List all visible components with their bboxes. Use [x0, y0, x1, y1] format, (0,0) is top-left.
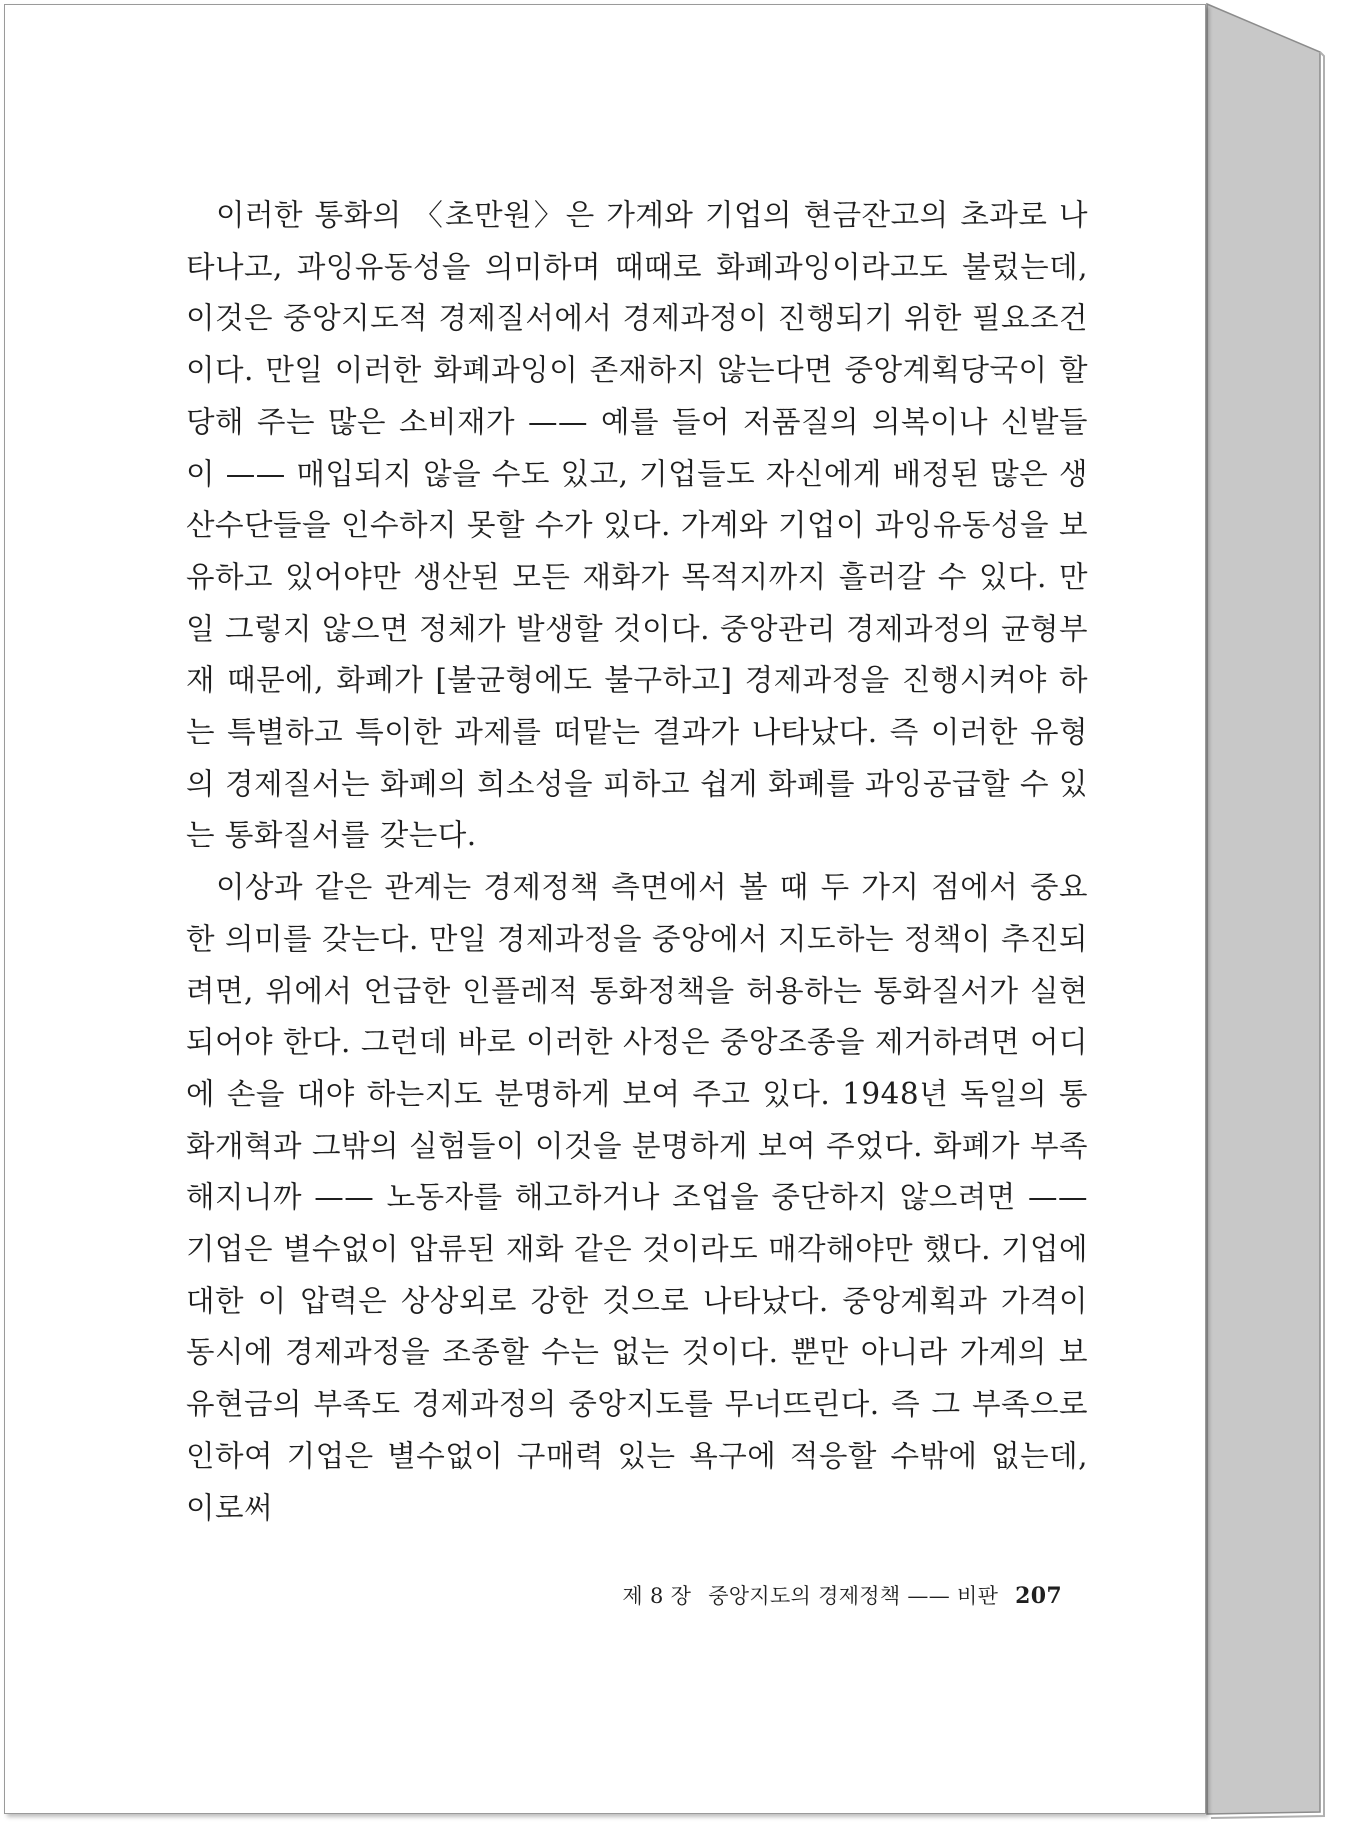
footer-chapter: 제 8 장	[622, 1584, 692, 1608]
paragraph-1: 이러한 통화의 〈초만원〉은 가계와 기업의 현금잔고의 초과로 나타나고, 과잉유동성을 의미하며 때때로 화폐과잉이라고도 불렀는데, 이것은 중앙지도적 경제질서에서 경제과정이 진행되기 위한 필요조건이다. 만일 이러한 화폐과잉이 존재하지 않는다면 중앙계획당국이 할당해 주는 많은 소비재가 —— 예를 들어 저품질의 의복이나 신발들이 —— 매입되지 않을 수도 있고, 기업들도 자신에게 배정된 많은 생산수단들을 인수하지 못할 수가 있다. 가계와 기업이 과잉유동성을 보유하고 있어야만 생산된 모든 재화가 목적지까지 흘러갈 수 있다. 만일 그렇지 않으면 정체가 발생할 것이다. 중앙관리 경제과정의 균형부재 때문에, 화폐가 [불균형에도 불구하고] 경제과정을 진행시켜야 하는 특별하고 특이한 과제를 떠맡는 결과가 나타났다. 즉 이러한 유형의 경제질서는 화폐의 희소성을 피하고 쉽게 화폐를 과잉공급할 수 있는 통화질서를 갖는다.	[186, 198, 1088, 853]
page-number: 207	[1015, 1583, 1062, 1609]
footer-title: 중앙지도의 경제정책 —— 비판	[708, 1584, 999, 1608]
running-footer	[622, 1580, 1062, 1610]
paragraph-2: 이상과 같은 관계는 경제정책 측면에서 볼 때 두 가지 점에서 중요한 의미를 갖는다. 만일 경제과정을 중앙에서 지도하는 정책이 추진되려면, 위에서 언급한 인플레적 통화정책을 허용하는 통화질서가 실현되어야 한다. 그런데 바로 이러한 사정은 중앙조종을 제거하려면 어디에 손을 대야 하는지도 분명하게 보여 주고 있다. 1948년 독일의 통화개혁과 그밖의 실험들이 이것을 분명하게 보여 주었다. 화폐가 부족해지니까 —— 노동자를 해고하거나 조업을 중단하지 않으려면 —— 기업은 별수없이 압류된 재화 같은 것이라도 매각해야만 했다. 기업에 대한 이 압력은 상상외로 강한 것으로 나타났다. 중앙계획과 가격이 동시에 경제과정을 조종할 수는 없는 것이다. 뿐만 아니라 가계의 보유현금의 부족도 경제과정의 중앙지도를 무너뜨린다. 즉 그 부족으로 인하여 기업은 별수없이 구매력 있는 욕구에 적응할 수밖에 없는데, 이로써	[186, 870, 1088, 1525]
book-spine-face	[1207, 4, 1320, 1814]
body-text	[186, 190, 1088, 1534]
